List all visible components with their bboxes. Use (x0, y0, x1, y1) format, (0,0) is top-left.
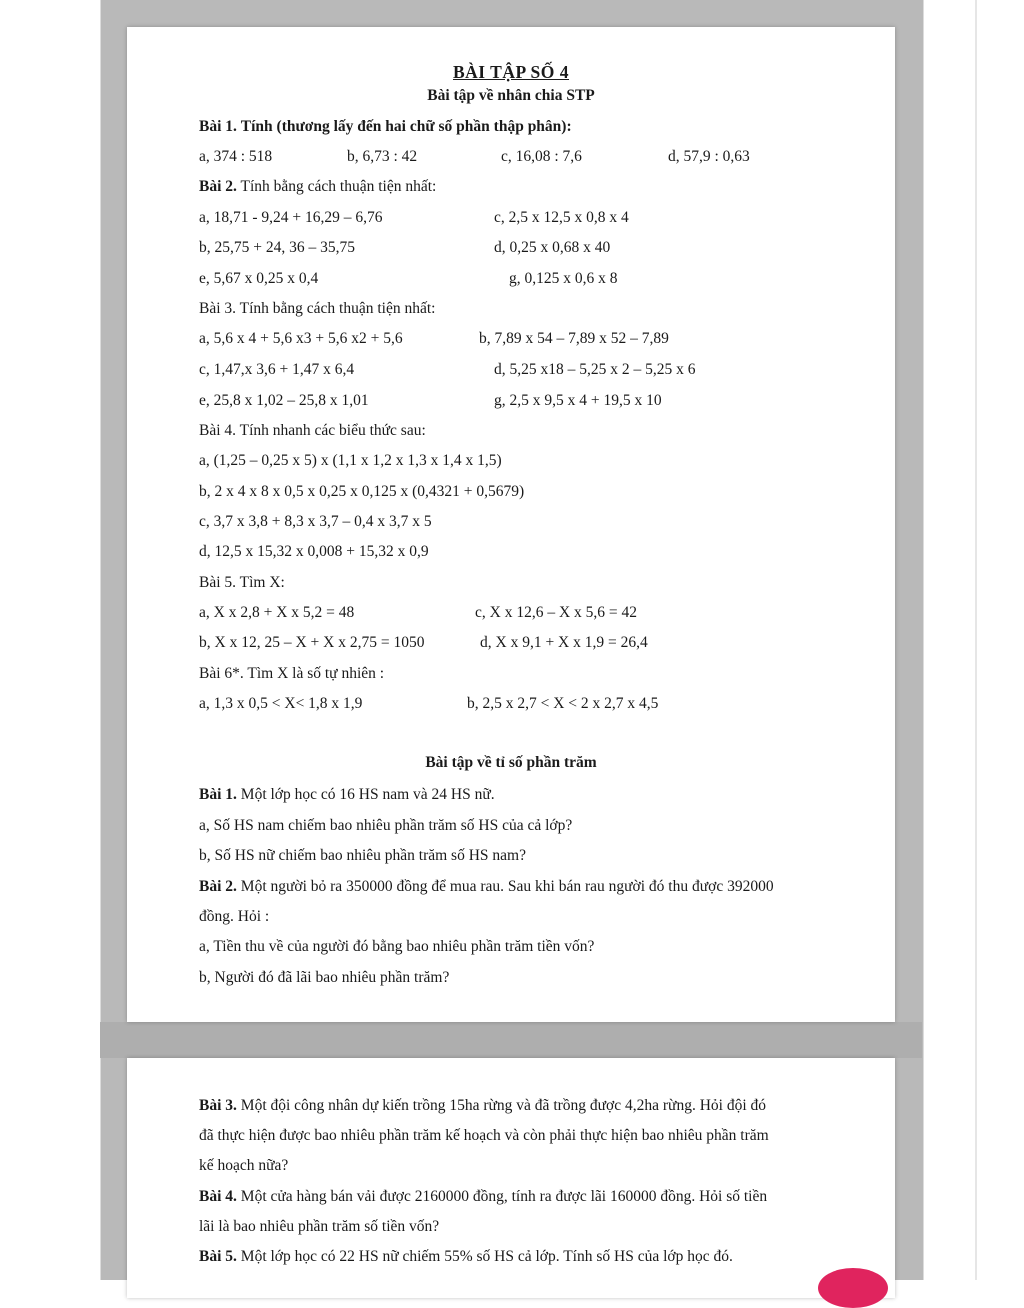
exercise-6-heading: Bài 6*. Tìm X là số tự nhiên : (199, 665, 385, 682)
exercise-item: b, 6,73 : 42 (347, 148, 418, 165)
exercise-5-heading: Bài 5. Tìm X: (199, 574, 285, 591)
page-title: BÀI TẬP SỐ 4 (452, 62, 570, 82)
page-gap (100, 1022, 922, 1058)
percent-exercise-3-cont: kế hoạch nữa? (199, 1157, 289, 1174)
percent-exercise-2a: a, Tiền thu về của người đó bằng bao nhiêu phần trăm tiền vốn? (199, 938, 595, 955)
exercise-1-heading: Bài 1. Tính (thương lấy đến hai chữ số phần thập phân): (199, 118, 572, 135)
percent-exercise-2: Bài 2. Một người bỏ ra 350000 đồng để mua rau. Sau khi bán rau người đó thu được 392000 (199, 878, 774, 895)
exercise-3-heading: Bài 3. Tính bằng cách thuận tiện nhất: (199, 300, 436, 317)
exercise-item: d, 57,9 : 0,63 (668, 148, 750, 165)
exercise-4-item: d, 12,5 x 15,32 x 0,008 + 15,32 x 0,9 (199, 543, 429, 560)
document-page-2 (127, 1058, 895, 1298)
exercise-2-row: e, 5,67 x 0,25 x 0,4 g, 0,125 x 0,6 x 8 (199, 270, 618, 287)
exercise-2-heading: Bài 2. Tính bằng cách thuận tiện nhất: (199, 178, 437, 195)
exercise-5-row: a, X x 2,8 + X x 5,2 = 48 c, X x 12,6 – X x 5,6 = 42 (199, 604, 638, 621)
percent-exercise-1: Bài 1. Một lớp học có 16 HS nam và 24 HS nữ. (199, 786, 495, 803)
exercise-item: c, 16,08 : 7,6 (501, 148, 582, 165)
exercise-3-row: e, 25,8 x 1,02 – 25,8 x 1,01 g, 2,5 x 9,5 x 4 + 19,5 x 10 (199, 392, 662, 409)
exercise-4-item: c, 3,7 x 3,8 + 8,3 x 3,7 – 0,4 x 3,7 x 5 (199, 513, 432, 530)
exercise-3-row: a, 5,6 x 4 + 5,6 x3 + 5,6 x2 + 5,6 b, 7,89 x 54 – 7,89 x 52 – 7,89 (199, 330, 669, 347)
exercise-4-item: b, 2 x 4 x 8 x 0,5 x 0,25 x 0,125 x (0,4321 + 0,5679) (199, 483, 525, 500)
exercise-2-row: a, 18,71 - 9,24 + 16,29 – 6,76 c, 2,5 x 12,5 x 0,8 x 4 (199, 209, 629, 226)
percent-exercise-1a: a, Số HS nam chiếm bao nhiêu phần trăm số HS của cả lớp? (199, 817, 573, 834)
percent-exercise-2-cont: đồng. Hỏi : (199, 908, 270, 925)
percent-exercise-3-cont: đã thực hiện được bao nhiêu phần trăm kế hoạch và còn phải thực hiện bao nhiêu phần trăm (199, 1127, 769, 1144)
percent-exercise-1b: b, Số HS nữ chiếm bao nhiêu phần trăm số HS nam? (199, 847, 526, 864)
percent-exercise-4-cont: lãi là bao nhiêu phần trăm số tiền vốn? (199, 1218, 440, 1235)
percent-exercise-5: Bài 5. Một lớp học có 22 HS nữ chiếm 55% số HS cả lớp. Tính số HS của lớp học đó. (199, 1248, 733, 1265)
exercise-2-row: b, 25,75 + 24, 36 – 35,75 d, 0,25 x 0,68 x 40 (199, 239, 611, 256)
percent-exercise-2b: b, Người đó đã lãi bao nhiêu phần trăm? (199, 969, 450, 986)
percent-exercise-4: Bài 4. Một cửa hàng bán vải được 2160000 đồng, tính ra được lãi 160000 đồng. Hỏi số tiền (199, 1188, 768, 1205)
exercise-4-item: a, (1,25 – 0,25 x 5) x (1,1 x 1,2 x 1,3 x 1,4 x 1,5) (199, 452, 502, 469)
exercise-4-heading: Bài 4. Tính nhanh các biểu thức sau: (199, 422, 426, 439)
exercise-6-row: a, 1,3 x 0,5 < X< 1,8 x 1,9 b, 2,5 x 2,7 < X < 2 x 2,7 x 4,5 (199, 695, 659, 712)
exercise-1-items (199, 147, 839, 167)
percent-exercise-3: Bài 3. Một đội công nhân dự kiến trồng 15ha rừng và đã trồng được 4,2ha rừng. Hỏi đội đó (199, 1097, 767, 1114)
floating-action-button[interactable] (818, 1268, 888, 1308)
viewer-edge (975, 0, 977, 1280)
exercise-5-row: b, X x 12, 25 – X + X x 2,75 = 1050 d, X x 9,1 + X x 1,9 = 26,4 (199, 634, 648, 651)
section-title-percent: Bài tập về tỉ số phần trăm (425, 754, 597, 771)
exercise-item: a, 374 : 518 (199, 148, 273, 165)
exercise-3-row: c, 1,47,x 3,6 + 1,47 x 6,4 d, 5,25 x18 – 5,25 x 2 – 5,25 x 6 (199, 361, 696, 378)
document-page-1 (127, 27, 895, 1022)
page-subtitle: Bài tập về nhân chia STP (427, 87, 595, 104)
